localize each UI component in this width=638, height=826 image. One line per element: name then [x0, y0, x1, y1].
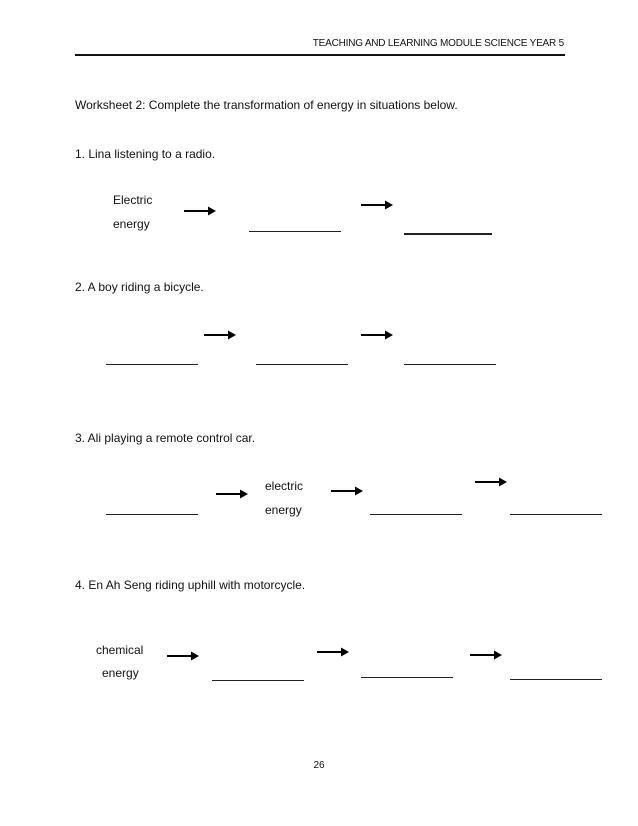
page-number: 26	[313, 760, 325, 771]
question-3-given-energy-line1: electric	[265, 479, 304, 493]
question-4-given-energy-line2: energy	[102, 666, 139, 680]
question-4-prompt: 4. En Ah Seng riding uphill with motorcycle.	[75, 578, 306, 592]
question-4-answer-blank-2[interactable]	[361, 676, 453, 678]
question-1-prompt: 1. Lina listening to a radio.	[75, 147, 216, 161]
question-3-arrow-2	[331, 485, 363, 497]
question-3-answer-blank-2[interactable]	[370, 513, 462, 515]
question-4-answer-blank-1[interactable]	[212, 679, 304, 681]
question-2-answer-blank-1[interactable]	[106, 363, 198, 365]
question-1-answer-blank-1[interactable]	[249, 230, 341, 232]
question-1-given-energy-line2: energy	[113, 217, 150, 231]
question-1-answer-blank-2[interactable]	[404, 232, 492, 235]
question-4-given-energy-line1: chemical	[96, 643, 144, 657]
question-3-answer-blank-3[interactable]	[510, 513, 602, 515]
question-4-arrow-3	[470, 649, 502, 661]
question-3-arrow-1	[216, 488, 248, 500]
question-1-arrow-2	[361, 199, 393, 211]
question-4-arrow-1	[167, 650, 199, 662]
question-3-given-energy-line2: energy	[265, 503, 302, 517]
question-2-answer-blank-2[interactable]	[256, 363, 348, 365]
question-2-arrow-1	[204, 329, 236, 341]
question-3-prompt: 3. Ali playing a remote control car.	[75, 431, 256, 445]
question-3-arrow-3	[475, 476, 507, 488]
question-3-answer-blank-1[interactable]	[106, 513, 198, 515]
question-4-arrow-2	[317, 646, 349, 658]
question-1-given-energy-line1: Electric	[113, 193, 153, 207]
worksheet-instruction: Worksheet 2: Complete the transformation of energy in situations below.	[75, 98, 458, 112]
question-2-arrow-2	[361, 329, 393, 341]
question-4-answer-blank-3[interactable]	[510, 678, 602, 680]
question-2-answer-blank-3[interactable]	[404, 363, 496, 365]
question-2-prompt: 2. A boy riding a bicycle.	[75, 280, 204, 294]
header-divider	[75, 54, 565, 56]
question-1-arrow-1	[184, 205, 216, 217]
module-header: TEACHING AND LEARNING MODULE SCIENCE YEAR 5	[312, 38, 564, 49]
